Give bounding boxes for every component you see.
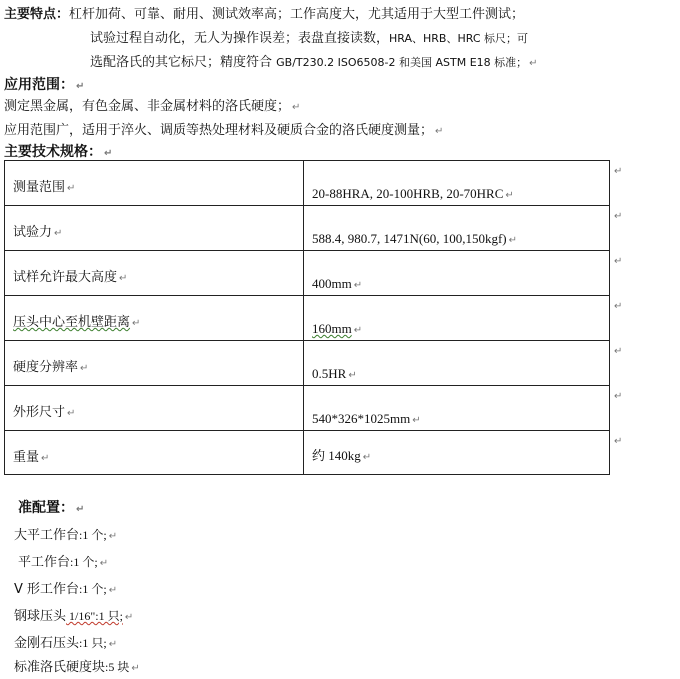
row-end-mark: ↵ <box>614 346 623 357</box>
table-row <box>5 431 610 475</box>
paragraph-mark: ↵ <box>529 58 538 69</box>
spec-value: 约 140kg ↵ <box>304 431 610 475</box>
spec-label: 重量 ↵ <box>5 431 304 475</box>
table-row <box>5 206 610 251</box>
spec-label: 试验力 ↵ <box>5 206 304 251</box>
applications-line-2: 应用范围广，适用于淬火、调质等热处理材料及硬质合金的洛氏硬度测量； ↵ <box>4 123 444 138</box>
table-row <box>5 341 610 386</box>
row-end-mark: ↵ <box>614 391 623 402</box>
applications-text-2: 应用范围广，适用于淬火、调质等热处理材料及硬质合金的洛氏硬度测量； <box>4 123 434 138</box>
features-text-2a: 试验过程自动化，无人为操作误差；表盘直接读数， <box>90 31 390 46</box>
table-row <box>5 251 610 296</box>
row-end-mark: ↵ <box>614 436 623 447</box>
config-item: 平工作台:1 个; ↵ <box>18 555 109 570</box>
row-end-mark: ↵ <box>614 301 623 312</box>
config-item: 金刚石压头:1 只; ↵ <box>14 636 118 651</box>
spec-label: 外形尺寸 ↵ <box>5 386 304 431</box>
features-text-3a: 选配洛氏的其它标尺；精度符合 <box>90 55 273 70</box>
applications-line-1: 测定黑金属，有色金属、非金属材料的洛氏硬度； ↵ <box>4 99 301 114</box>
row-end-mark: ↵ <box>614 166 623 177</box>
config-item: V 形工作台:1 个; ↵ <box>14 582 118 597</box>
spec-label: 压头中心至机壁距离 ↵ <box>5 296 304 341</box>
config-item: 大平工作台:1 个; ↵ <box>14 528 118 543</box>
features-line-1 <box>4 6 524 24</box>
config-item: 标准洛氏硬度块:5 块 ↵ <box>14 660 140 675</box>
features-text-1: 杠杆加荷、可靠、耐用、测试效率高；工作高度大，尤其适用于大型工件测试； <box>69 7 525 22</box>
features-text-2b: HRA、HRB、HRC 标尺；可 <box>389 32 529 45</box>
config-heading: 准配置： <box>18 500 74 516</box>
spec-label: 试样允许最大高度 ↵ <box>5 251 304 296</box>
table-row <box>5 296 610 341</box>
features-line-3 <box>90 54 538 73</box>
row-end-mark: ↵ <box>614 211 623 222</box>
features-line-2 <box>90 30 528 48</box>
spec-value: 160mm ↵ <box>304 296 610 341</box>
features-heading: 主要特点： <box>4 7 70 22</box>
table-row <box>5 386 610 431</box>
specs-heading: 主要技术规格： <box>4 144 102 160</box>
applications-heading-line: 应用范围： ↵ <box>4 77 85 93</box>
row-end-mark: ↵ <box>614 256 623 267</box>
features-text-3b: GB/T230.2 ISO6508-2 和美国 ASTM E18 标准； <box>276 56 528 69</box>
table-row <box>5 161 610 206</box>
spec-value: 20-88HRA, 20-100HRB, 20-70HRC ↵ <box>304 161 610 206</box>
specs-table <box>4 160 610 475</box>
specs-heading-line: 主要技术规格： ↵ <box>4 144 113 160</box>
spec-value: 588.4, 980.7, 1471N(60, 100,150kgf) ↵ <box>304 206 610 251</box>
spec-value: 400mm ↵ <box>304 251 610 296</box>
spec-value: 0.5HR ↵ <box>304 341 610 386</box>
applications-text-1: 测定黑金属，有色金属、非金属材料的洛氏硬度； <box>4 99 291 114</box>
config-heading-line: 准配置： ↵ <box>18 500 85 516</box>
spec-label: 硬度分辨率 ↵ <box>5 341 304 386</box>
config-item: 钢球压头 1/16":1 只; ↵ <box>14 609 134 624</box>
spec-label: 测量范围 ↵ <box>5 161 304 206</box>
spec-value: 540*326*1025mm ↵ <box>304 386 610 431</box>
applications-heading: 应用范围： <box>4 77 74 93</box>
